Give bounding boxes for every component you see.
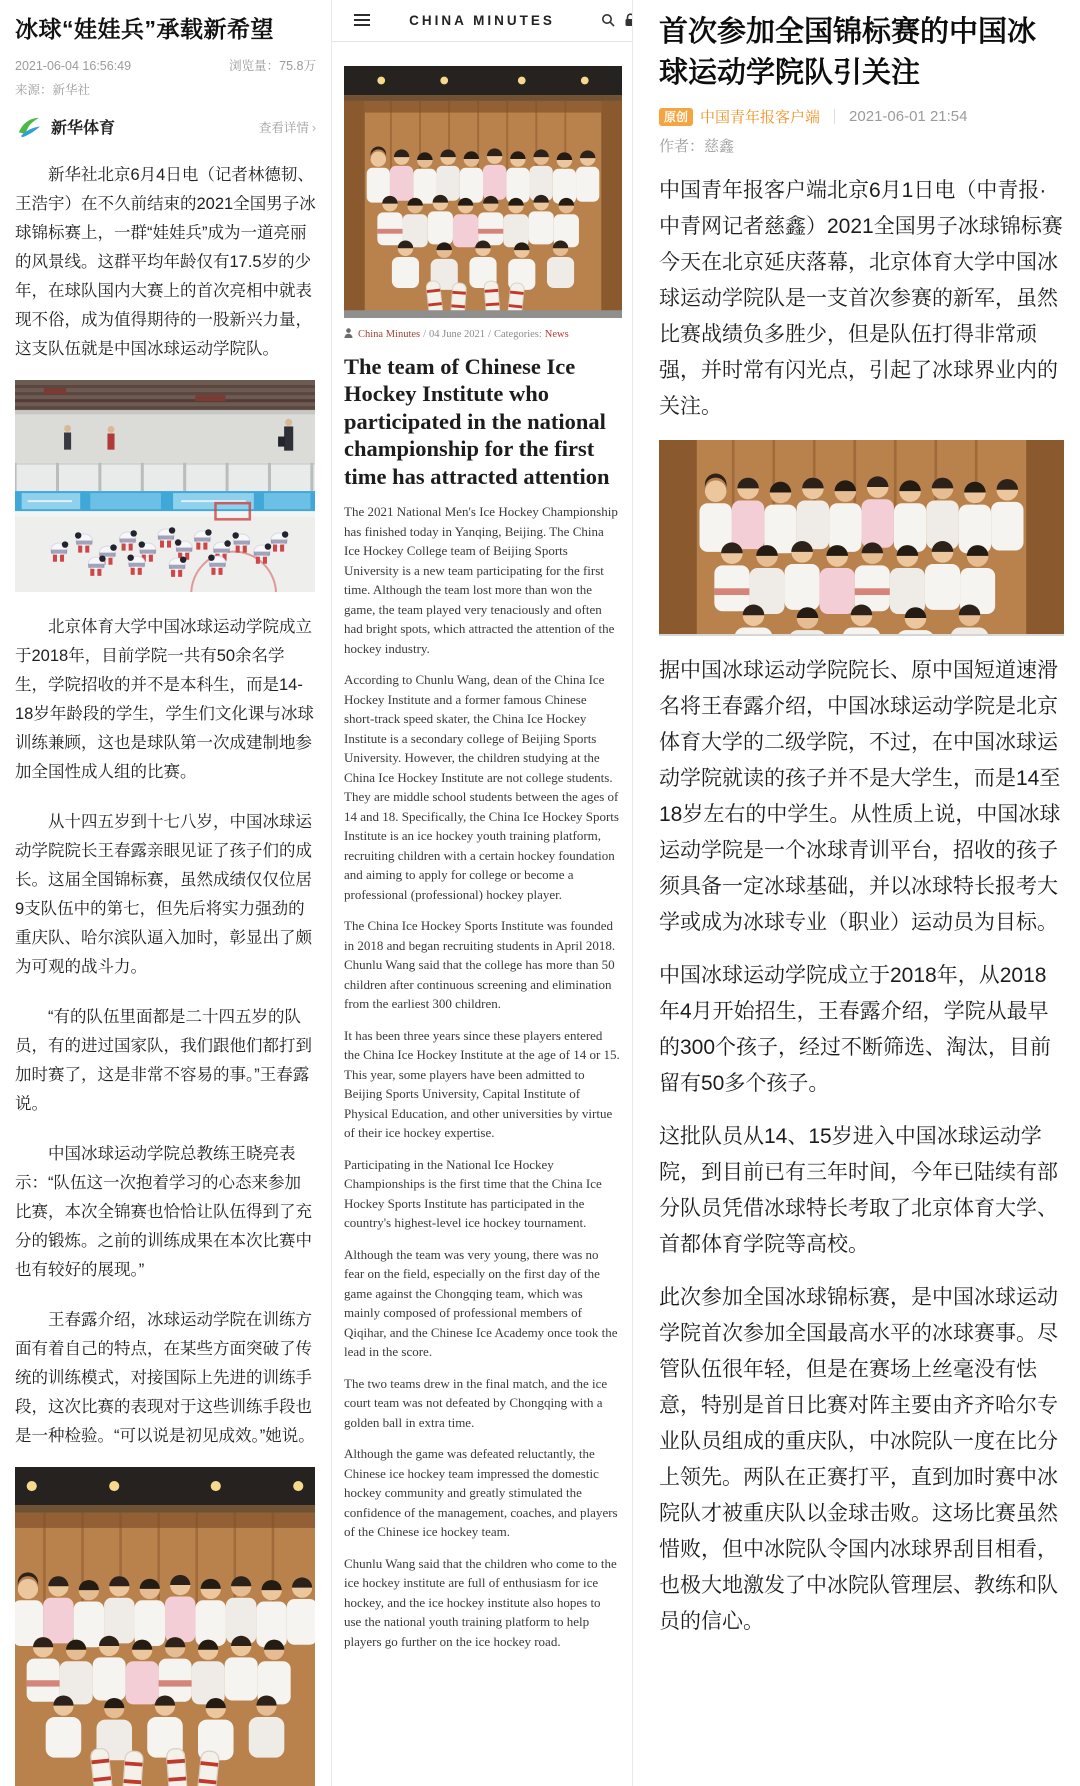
channel-identity — [15, 113, 115, 140]
xinhua-article-column — [0, 0, 331, 1786]
article-paragraph: Although the team was very young, there was no fear on the field, especially on the first day of the game against the Chongqing team, which was mainly composed of professional members of Qiqihar, and the Chinese Ice Academy once took the lead in the score. — [344, 1246, 618, 1360]
author-line: 作者：慈鑫 — [659, 138, 735, 156]
lock-icon[interactable] — [624, 13, 632, 27]
view-count: 浏览量：75.8万 — [229, 59, 316, 74]
byline — [344, 328, 620, 341]
byline-separator: / — [423, 329, 427, 340]
article-meta-row — [659, 106, 1064, 127]
article-paragraph: 据中国冰球运动学院院长、原中国短道速滑名将王春露介绍，中国冰球运动学院是北京体育大学的二级学院，不过，在中国冰球运动学院就读的孩子并不是大学生，而是14至18岁左右的中学生。从性质上说，中国冰球运动学院是一个冰球青训平台，招收的孩子须具备一定冰球基础，并以冰球特长报考大学或成为冰球专业（职业）运动员为目标。 — [659, 659, 1061, 935]
publish-datetime: 2021-06-04 16:56:49 — [15, 59, 132, 74]
byline-categories-label: Categories: — [493, 329, 542, 340]
byline-author-link[interactable]: China Minutes — [358, 329, 421, 340]
article-body — [344, 502, 620, 1651]
author-person-icon — [344, 328, 353, 341]
search-icon[interactable] — [601, 13, 615, 27]
article-title: 首次参加全国锦标赛的中国冰球运动学院队引关注 — [659, 16, 1037, 90]
meta-separator: ｜ — [827, 109, 843, 127]
article-paragraph: It has been three years since these players entered the China Ice Hockey Institute at the age of 14 or 15. This year, some players have been admitted to Beijing Sports University, Capital Institute of Physical Education, and other universities by virtue of their ice hockey expertise. — [344, 1027, 620, 1141]
article-paragraph: The China Ice Hockey Sports Institute was founded in 2018 and began recruiting students in April 2018. Chunlu Wang said that the college has more than 50 children after continuous screening and elimination from the earliest 300 children. — [344, 918, 616, 1012]
article-meta-row — [15, 56, 316, 74]
article-paragraph: Although the game was defeated reluctantly, the Chinese ice hockey team impressed the domestic hockey community and greatly stimulated the confidence of the management, coaches, and players of the Chinese ice hockey team. — [344, 1446, 618, 1540]
publish-datetime: 2021-06-01 21:54 — [849, 108, 968, 126]
locker-room-team-photo — [659, 440, 1064, 636]
article-headline: The team of Chinese Ice Hockey Institute who participated in the national championship for the first time has attracted attention — [344, 354, 610, 489]
article-paragraph: 中国青年报客户端北京6月1日电（中青报·中青网记者慈鑫）2021全国男子冰球锦标赛今天在北京延庆落幕，北京体育大学中国冰球运动学院队是一支首次参赛的新军，虽然比赛战绩负多胜少，但是队伍打得非常顽强，并时常有闪光点，引起了冰球界业内的关注。 — [659, 179, 1063, 419]
article-body — [15, 161, 316, 1786]
ice-rink-team-photo — [15, 380, 315, 592]
article-paragraph: The two teams drew in the final match, and the ice court team was not defeated by Chongqing with a golden ball in extra time. — [344, 1375, 608, 1430]
article-paragraph: 从十四五岁到十七八岁，中国冰球运动学院院长王春露亲眼见证了孩子们的成长。这届全国锦标赛，虽然成绩仅仅位居9支队伍中的第七，但先后将实力强劲的重庆队、哈尔滨队逼入加时，彰显出了颇为可观的战斗力。 — [15, 813, 312, 977]
article-paragraph: Participating in the National Ice Hockey Championships is the first time that the China Ice Hockey Sports Institute has participated in the country's highest-level ice hockey tournament. — [344, 1156, 602, 1231]
article-body — [659, 173, 1064, 1640]
byline-separator: / — [488, 329, 491, 340]
article-paragraph: 王春露介绍，冰球运动学院在训练方面有着自己的特点，在某些方面突破了传统的训练模式，对接国际上先进的训练手段，这次比赛的表现对于这些训练手段也是一种检验。“可以说是初见成效。”她说。 — [15, 1311, 315, 1446]
locker-room-team-photo — [15, 1467, 315, 1786]
xinhua-sports-logo-icon — [15, 113, 42, 140]
view-details-link[interactable]: 查看详情 › — [258, 120, 316, 135]
article-source: 来源：新华社 — [15, 83, 91, 98]
article-paragraph: The 2021 National Men's Ice Hockey Championship has finished today in Yanqing, Beijing. The China Ice Hockey College team of Beijing Sports University is a new team participating for the first time. Although the team lost more than won the game, the team played very tenaciously and often had bright spots, which attracted the attention of the hockey industry. — [344, 504, 618, 656]
byline-date: 04 June 2021 — [429, 329, 486, 340]
article-paragraph: 北京体育大学中国冰球运动学院成立于2018年，目前学院一共有50余名学生，学院招收的并不是本科生，而是14-18岁年龄段的学生，学生们文化课与冰球训练兼顾，这也是球队第一次成建制地参加全国性成人组的比赛。 — [15, 618, 314, 782]
article-paragraph: 此次参加全国冰球锦标赛，是中国冰球运动学院首次参加全国最高水平的冰球赛事。尽管队伍很年轻，但是在赛场上丝毫没有怯意，特别是首日比赛对阵主要由齐齐哈尔专业队员组成的重庆队，中冰院队一度在比分上领先。两队在正赛打平，直到加时赛中冰院队才被重庆队以金球击败。这场比赛虽然惜败，但中冰院队令国内冰球界刮目相看，也极大地激发了中冰院队管理层、教练和队员的信心。 — [659, 1286, 1058, 1634]
channel-name: 新华体育 — [51, 120, 116, 138]
article-paragraph: Chunlu Wang said that the children who come to the ice hockey institute are full of enthusiasm for ice hockey, and the ice hockey institute also hopes to use the national youth training platform to help players go further on the ice hockey road. — [344, 1555, 617, 1649]
china-minutes-article-column — [331, 0, 633, 1786]
chevron-right-icon: › — [311, 120, 316, 135]
original-badge: 原创 — [659, 108, 693, 126]
article-paragraph: 新华社北京6月4日电（记者林德韧、王浩宇）在不久前结束的2021全国男子冰球锦标赛上，一群“娃娃兵”成为一道亮丽的风景线。这群平均年龄仅有17.5岁的少年，在球队国内大赛上的首次亮相中就表现不俗，成为值得期待的一股新兴力量，这支队伍就是中国冰球运动学院队。 — [15, 166, 316, 359]
locker-room-hero-photo — [344, 66, 622, 318]
source-name: 中国青年报客户端 — [700, 109, 821, 127]
article-paragraph: 中国冰球运动学院成立于2018年，从2018年4月开始招生，王春露介绍，学院从最早的300个孩子，经过不断筛选、淘汰，目前留有50多个孩子。 — [659, 964, 1052, 1096]
article-paragraph: “有的队伍里面都是二十四五岁的队员，有的进过国家队，我们跟他们都打到加时赛了，这是非常不容易的事。”王春露说。 — [15, 1008, 312, 1114]
header-icons — [601, 13, 632, 27]
article-paragraph: 这批队员从14、15岁进入中国冰球运动学院，到目前已有三年时间，今年已陆续有部分队员凭借冰球特长考取了北京体育大学、首都体育学院等高校。 — [659, 1125, 1058, 1257]
byline-category-link[interactable]: News — [544, 329, 569, 340]
article-title: 冰球“娃娃兵”承载新希望 — [15, 16, 274, 42]
site-name: CHINA MINUTES — [409, 13, 555, 28]
channel-row — [15, 113, 316, 140]
china-youth-daily-article-column — [633, 0, 1080, 1786]
article-paragraph: 中国冰球运动学院总教练王晓亮表示：“队伍这一次抱着学习的心态来参加比赛，本次全锦赛也恰恰让队伍得到了充分的锻炼。之前的训练成果在本次比赛中也有较好的展现。” — [15, 1145, 312, 1280]
article-paragraph: According to Chunlu Wang, dean of the China Ice Hockey Institute and a former famous Chinese short-track speed skater, the China Ice Hockey Institute is a secondary college of Beijing Sports University. However, the children studying at the China Ice Hockey Institute are not college students. They are middle school students between the ages of 14 and 18. Specifically, the China Ice Hockey Sports Institute is an ice hockey youth training platform, recruiting children with a certain hockey foundation and aiming to apply for college or become a professional (professional) hockey player. — [344, 672, 619, 902]
site-header — [332, 0, 632, 42]
